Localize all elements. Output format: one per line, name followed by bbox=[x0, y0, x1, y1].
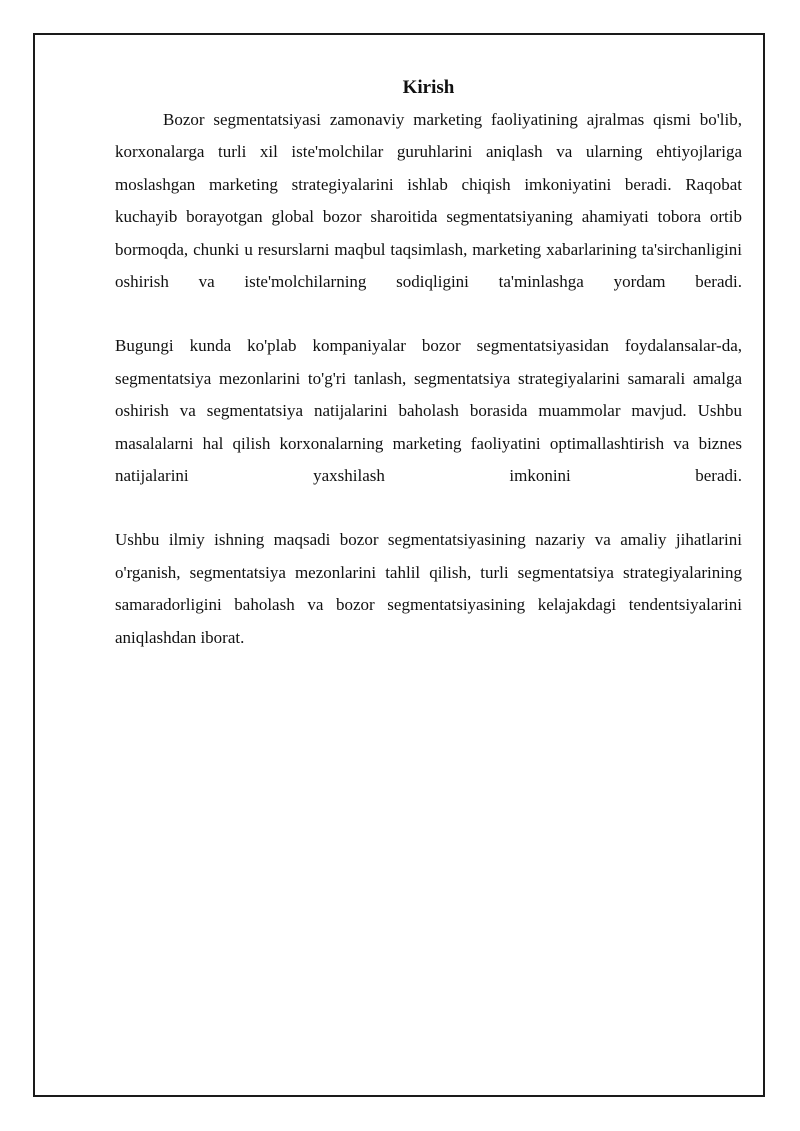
paragraph-intro: Bozor segmentatsiyasi zamonaviy marketing faoliyatining ajralmas qismi bo'lib, korxonalarga turli xil iste'molchilar guruhlarini aniqlash va ularning ehtiyojlariga moslashgan marketing strategiyalarini ishlab chiqish imkoniyatini beradi. Raqobat kuchayib borayotgan global bozor sharoitida segmentatsiyaning ahamiyati tobora ortib bormoqda, chunki u resurslarni maqbul taqsimlash, marketing xabarlarining ta'sirchanligini oshirish va iste'molchilarning sodiqligini ta'minlashga yordam beradi. bbox=[115, 110, 742, 292]
paragraph-goal: Ushbu ilmiy ishning maqsadi bozor segmentatsiyasining nazariy va amaliy jihatlarini o'rganish, segmentatsiya mezonlarini tahlil qilish, turli segmentatsiya strategiyalarining samaradorligini baholash va bozor segmentatsiyasining kelajakdagi tendentsiyalarini aniqlashdan iborat. bbox=[115, 530, 742, 647]
document-title: Kirish bbox=[402, 77, 455, 98]
paragraph-problems: Bugungi kunda ko'plab kompaniyalar bozor segmentatsiyasidan foydalansalar-da, segmentatsiya mezonlarini to'g'ri tanlash, segmentatsiya strategiyalarini samarali amalga oshirish va segmentatsiya natijalarini baholash borasida muammolar mavjud. Ushbu masalalarni hal qilish korxonalarning marketing faoliyatini optimallashtirish va biznes natijalarini yaxshilash imkonini beradi. bbox=[115, 336, 742, 486]
document-body bbox=[115, 74, 742, 654]
paragraph-spacer bbox=[115, 492, 742, 524]
paragraph-spacer bbox=[115, 298, 742, 330]
